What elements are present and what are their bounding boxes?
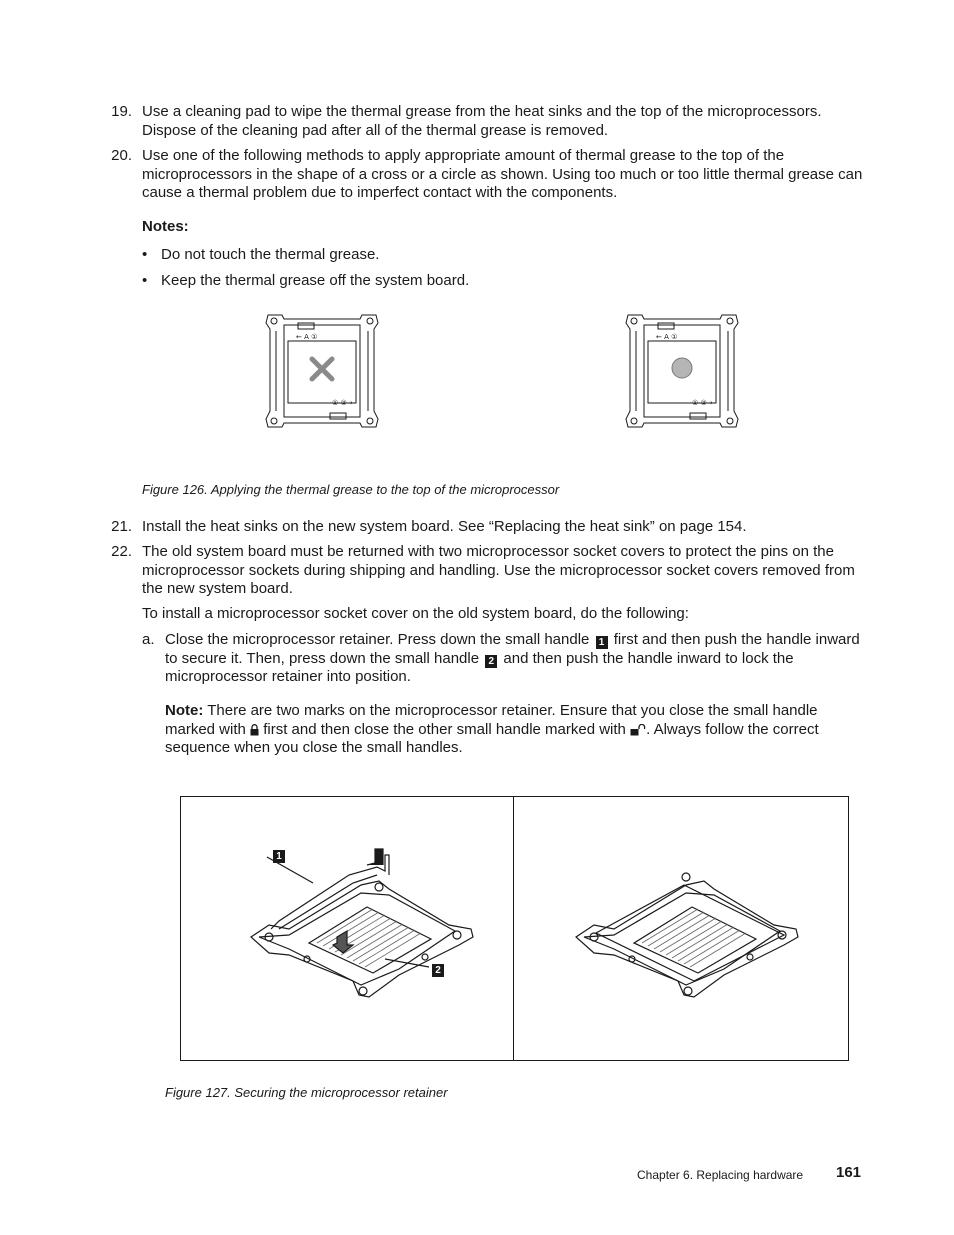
step-number-21: 21. [111,518,132,535]
note-label: Note: [165,702,204,719]
page-number: 161 [836,1164,862,1181]
socket-cross-illustration [262,311,382,431]
callout-1-badge: 1 [596,636,608,649]
svg-text:← A ①: ← A ① [656,333,678,341]
substep-a-part2: first and then push the handle inward to secure it. Then, press down the small handle [165,631,860,667]
substep-a-part1: Close the microprocessor retainer. Press down the small handle [165,631,590,648]
figure-126-caption: Figure 126. Applying the thermal grease to the top of the microprocessor [142,482,560,497]
step-text-22: The old system board must be returned with two microprocessor socket covers to protect the pins on the microprocessor sockets during shipping and handling. Use the microprocessor socket covers removed from the new system board. [142,543,855,597]
svg-text:← A ①: ← A ① [296,333,318,341]
note-paragraph [165,702,860,758]
step-number-20: 20. [111,147,132,164]
note-part3: . Always follow the correct sequence when you close the small handles. [165,720,819,756]
lock-open-icon [630,724,646,736]
figure-127-frame [180,796,849,1061]
svg-text:① ②→: ① ②→ [692,399,713,407]
svg-text:① ②→: ① ②→ [332,399,353,407]
step-text-21: Install the heat sinks on the new system board. See “Replacing the heat sink” on page 154. [142,518,747,535]
notes-heading: Notes: [142,218,189,235]
note-part2: first and then close the other small handle marked with [263,720,626,738]
footer-chapter: Chapter 6. Replacing hardware [637,1168,804,1182]
lock-closed-icon [250,724,259,736]
figure-divider [513,797,514,1060]
retainer-closed-illustration [574,859,804,1004]
note-item-text: Keep the thermal grease off the system board. [161,272,470,289]
note-item: • [142,272,148,289]
note-part1: There are two marks on the microprocessor retainer. Ensure that you close the small handle marked with [165,702,818,738]
note-item: • [142,246,148,263]
substep-a-part3: and then push the handle inward to lock the microprocessor retainer into position. [165,649,794,685]
step-text-19: Use a cleaning pad to wipe the thermal grease from the heat sinks and the top of the microprocessors. Dispose of the cleaning pad after all of the thermal grease is removed. [142,103,822,139]
note-item-text: Do not touch the thermal grease. [161,246,380,263]
step-number-19: 19. [111,103,132,120]
substep-letter: a. [142,631,155,648]
callout-2-badge: 2 [485,655,497,668]
figure-127-caption: Figure 127. Securing the microprocessor retainer [165,1085,448,1100]
callout-1-label: 1 [273,850,285,863]
step-number-22: 22. [111,543,132,560]
step-text-20: Use one of the following methods to apply appropriate amount of thermal grease to the top of the microprocessors in the shape of a cross or a circle as shown. Using too much or too little thermal grease can cause a thermal problem due to imperfect contact with the components. [142,147,863,201]
step-22-intro: To install a microprocessor socket cover on the old system board, do the following: [142,605,689,622]
retainer-open-illustration [249,845,479,1005]
substep-a-text [165,631,860,687]
callout-2-label: 2 [432,964,444,977]
socket-circle-illustration [622,311,742,431]
